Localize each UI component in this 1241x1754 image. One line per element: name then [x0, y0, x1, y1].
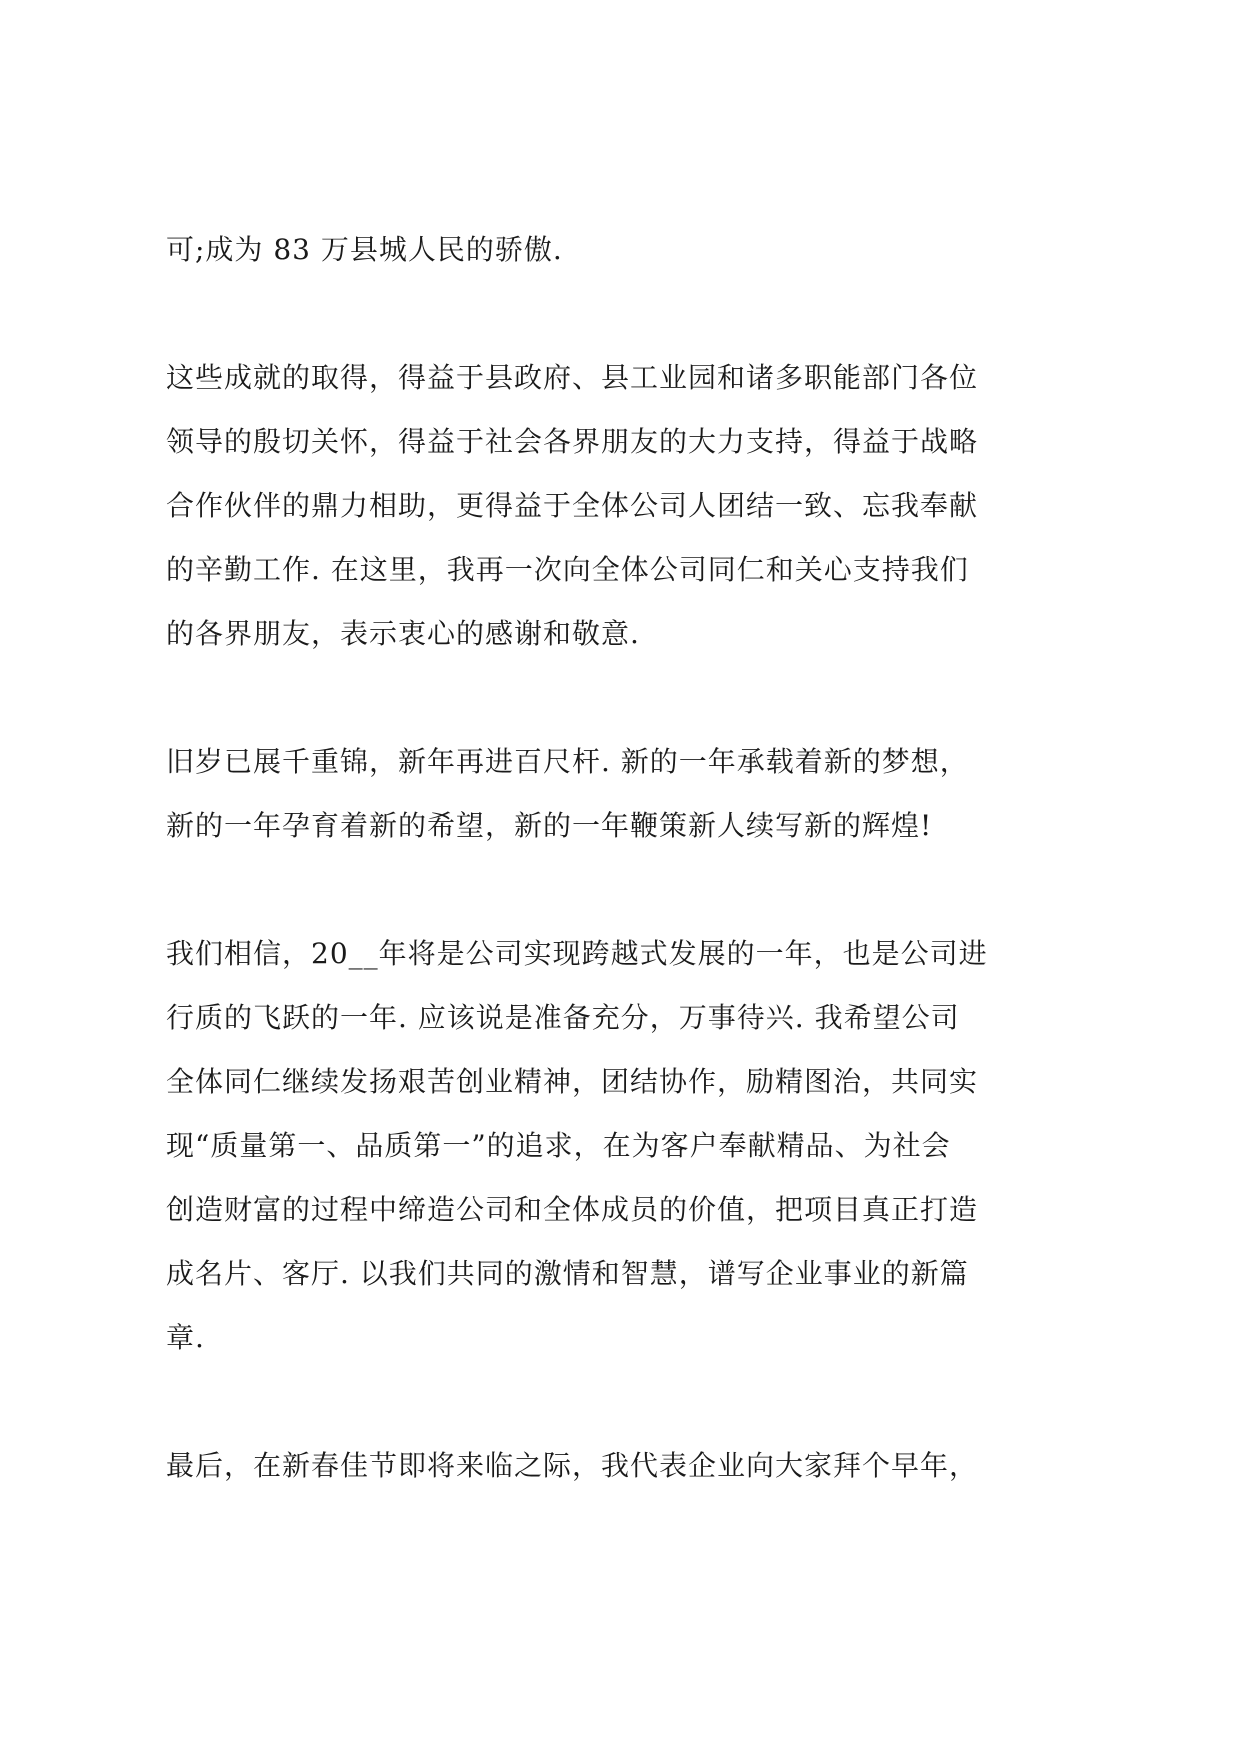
- paragraph-1-line-1: 可;成为 83 万县城人民的骄傲.: [166, 233, 563, 266]
- paragraph-4-line-5: 创造财富的过程中缔造公司和全体成员的价值，把项目真正打造: [166, 1193, 979, 1226]
- paragraph-3-line-2: 新的一年孕育着新的希望，新的一年鞭策新人续写新的辉煌!: [166, 809, 933, 842]
- paragraph-2-line-4: 的辛勤工作. 在这里，我再一次向全体公司同仁和关心支持我们: [166, 553, 969, 586]
- paragraph-2-line-2: 领导的殷切关怀，得益于社会各界朋友的大力支持，得益于战略: [166, 425, 979, 458]
- paragraph-2-line-3: 合作伙伴的鼎力相助，更得益于全体公司人团结一致、忘我奉献: [166, 489, 979, 522]
- paragraph-2-line-5: 的各界朋友，表示衷心的感谢和敬意.: [166, 617, 640, 650]
- paragraph-4-line-6: 成名片、客厅. 以我们共同的激情和智慧，谱写企业事业的新篇: [166, 1257, 969, 1290]
- paragraph-4-line-1: 我们相信，20__年将是公司实现跨越式发展的一年，也是公司进: [166, 937, 988, 970]
- paragraph-2-line-1: 这些成就的取得，得益于县政府、县工业园和诸多职能部门各位: [166, 361, 979, 394]
- paragraph-4-line-2: 行质的飞跃的一年. 应该说是准备充分，万事待兴. 我希望公司: [166, 1001, 960, 1034]
- paragraph-4-line-3: 全体同仁继续发扬艰苦创业精神，团结协作，励精图治，共同实: [166, 1065, 979, 1098]
- paragraph-3-line-1: 旧岁已展千重锦，新年再进百尺杆. 新的一年承载着新的梦想，: [166, 745, 969, 778]
- paragraph-4-line-7: 章.: [166, 1321, 205, 1354]
- paragraph-4-line-4: 现“质量第一、品质第一”的追求，在为客户奉献精品、为社会: [166, 1129, 951, 1162]
- paragraph-5-line-1: 最后，在新春佳节即将来临之际，我代表企业向大家拜个早年，: [166, 1449, 979, 1482]
